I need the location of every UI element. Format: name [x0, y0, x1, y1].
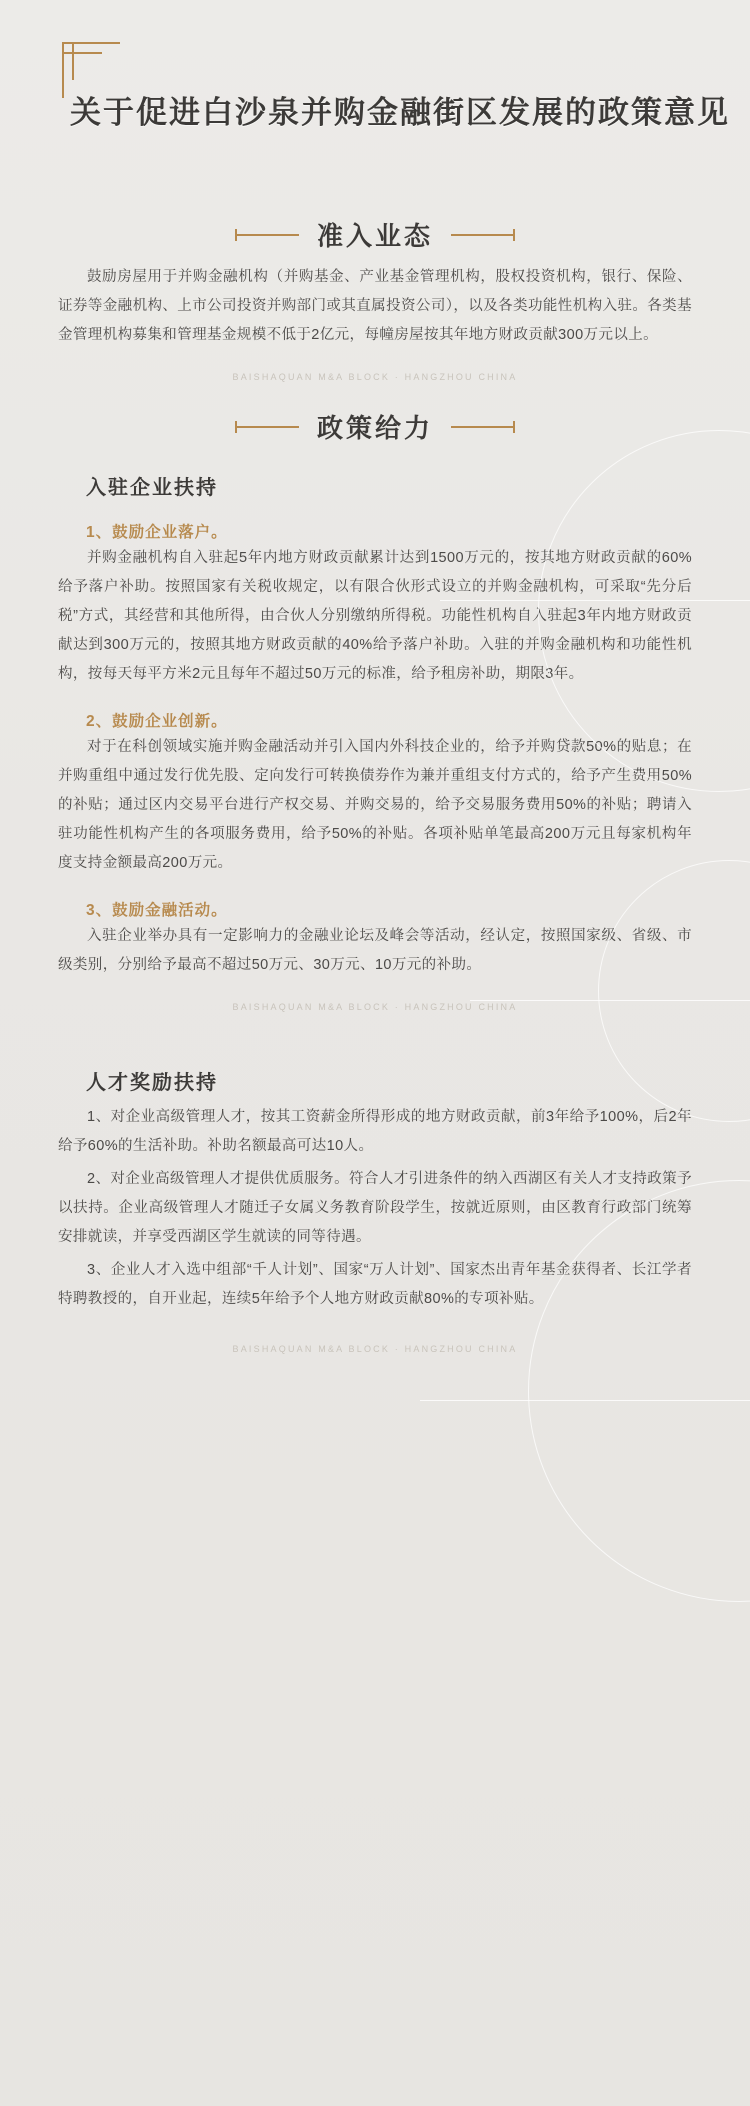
heading-rule-right	[451, 426, 515, 428]
heading-rule-left	[235, 234, 299, 236]
page-title: 关于促进白沙泉并购金融街区发展的政策意见	[70, 95, 730, 130]
paragraph: 并购金融机构自入驻起5年内地方财政贡献累计达到1500万元的，按其地方财政贡献的60%给予落户补助。按照国家有关税收规定，以有限合伙形式设立的并购金融机构，可采取“先分后税”方式，其经营和其他所得，由合伙人分别缴纳所得税。功能性机构自入驻起3年内地方财政贡献达到300万元的，按照其地方财政贡献的40%给予落户补助。入驻的并购金融机构和功能性机构，按每天每平方米2元且每年不超过50万元的标准，给予租房补助，期限3年。	[58, 550, 692, 682]
paragraph: 鼓励房屋用于并购金融机构（并购基金、产业基金管理机构，股权投资机构，银行、保险、证券等金融机构、上市公司投资并购部门或其直属投资公司），以及各类功能性机构入驻。各类基金管理机构募集和管理基金规模不低于2亿元，每幢房屋按其年地方财政贡献300万元以上。	[58, 269, 692, 343]
paragraph: 1、对企业高级管理人才，按其工资薪金所得形成的地方财政贡献，前3年给予100%，后2年给予60%的生活补助。补助名额最高可达10人。	[58, 1109, 692, 1154]
heading-rule-right	[451, 234, 515, 236]
section-heading-policy	[0, 408, 750, 445]
section-heading-access	[0, 216, 750, 253]
section-body-talent	[0, 1018, 750, 1314]
section-title: 准入业态	[316, 222, 433, 251]
item-title-innovation: 2、鼓励企业创新。	[86, 713, 228, 730]
watermark-text: BAISHAQUAN M&A BLOCK · HANGZHOU CHINA	[232, 1344, 518, 1354]
corner-ornament-icon	[62, 42, 120, 100]
decorative-line	[470, 1000, 750, 1001]
watermark-text: BAISHAQUAN M&A BLOCK · HANGZHOU CHINA	[232, 372, 518, 382]
paragraph: 对于在科创领域实施并购金融活动并引入国内外科技企业的，给予并购贷款50%的贴息；在并购重组中通过发行优先股、定向发行可转换债券作为兼并重组支付方式的，给予产生费用50%的补贴；通过区内交易平台进行产权交易、并购交易的，给予交易服务费用50%的补贴；聘请入驻功能性机构产生的各项服务费用，给予50%的补贴。各项补贴单笔最高200万元且每家机构年度支持金额最高200万元。	[58, 739, 692, 871]
paragraph: 入驻企业举办具有一定影响力的金融业论坛及峰会等活动，经认定，按照国家级、省级、市级类别，分别给予最高不超过50万元、30万元、10万元的补助。	[58, 928, 692, 973]
section-body-access	[0, 263, 750, 350]
decorative-line	[420, 1400, 750, 1401]
watermark-text: BAISHAQUAN M&A BLOCK · HANGZHOU CHINA	[232, 1002, 518, 1012]
item-title-financial-activity: 3、鼓励金融活动。	[86, 902, 228, 919]
section-body-policy	[0, 471, 750, 980]
document-header	[0, 0, 750, 170]
item-title-settlement: 1、鼓励企业落户。	[86, 524, 228, 541]
heading-rule-left	[235, 426, 299, 428]
subsection-title-talent-award: 人才奖励扶持	[86, 1072, 218, 1094]
paragraph: 3、企业人才入选中组部“千人计划”、国家“万人计划”、国家杰出青年基金获得者、长江学者特聘教授的，自开业起，连续5年给予个人地方财政贡献80%的专项补贴。	[58, 1262, 692, 1307]
paragraph: 2、对企业高级管理人才提供优质服务。符合人才引进条件的纳入西湖区有关人才支持政策予以扶持。企业高级管理人才随迁子女属义务教育阶段学生，按就近原则，由区教育行政部门统筹安排就读，并享受西湖区学生就读的同等待遇。	[58, 1171, 692, 1245]
section-title: 政策给力	[316, 414, 433, 443]
subsection-title-enterprise-support: 入驻企业扶持	[86, 477, 218, 499]
